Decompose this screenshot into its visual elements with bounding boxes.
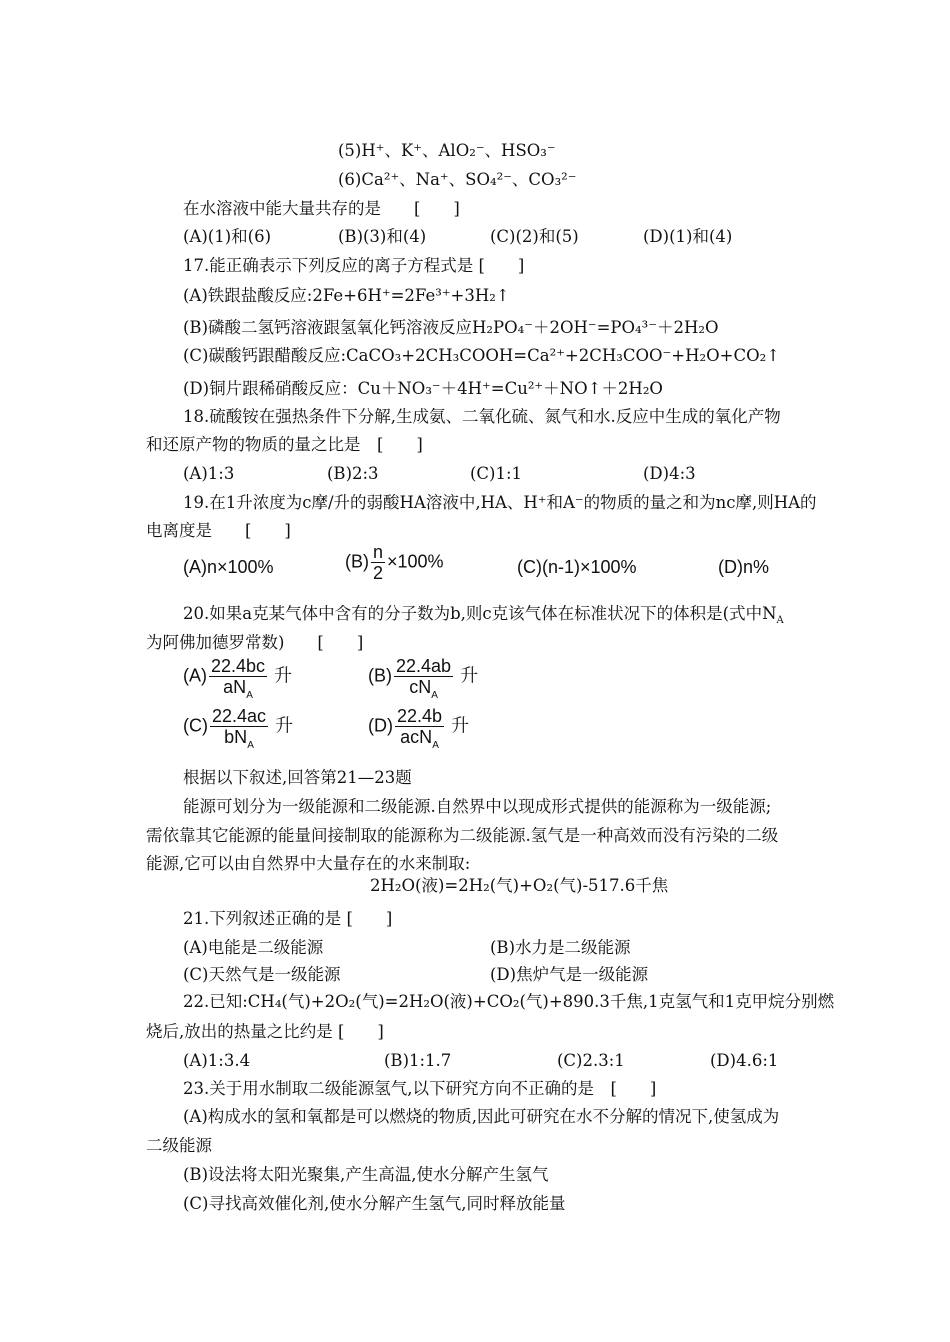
q19-option-a: (A)n×100% bbox=[183, 557, 274, 577]
q20-option-a-unit: 升 bbox=[274, 665, 293, 686]
q23-option-c: (C)寻找高效催化剂,使水分解产生氢气,同时释放能量 bbox=[183, 1194, 566, 1213]
q16-option-b: (B)(3)和(4) bbox=[338, 227, 427, 246]
passage-intro: 根据以下叙述,回答第21—23题 bbox=[183, 768, 412, 787]
passage-equation: 2H₂O(液)=2H₂(气)+O₂(气)-517.6千焦 bbox=[370, 876, 669, 895]
q19-stem-line-2: 电离度是 [ ] bbox=[146, 521, 291, 540]
q19-option-b-suffix: ×100% bbox=[387, 551, 444, 572]
q22-stem-line-2: 烧后,放出的热量之比约是 [ ] bbox=[146, 1022, 384, 1041]
q19-option-b bbox=[345, 542, 444, 583]
q18-option-d: (D)4:3 bbox=[643, 464, 696, 483]
q17-option-d: (D)铜片跟稀硝酸反应：Cu＋NO₃⁻＋4H⁺=Cu²⁺＋NO↑＋2H₂O bbox=[183, 379, 663, 398]
q18-stem-line-1: 18.硫酸铵在强热条件下分解,生成氨、二氧化硫、氮气和水.反应中生成的氧化产物 bbox=[183, 407, 781, 426]
q20-stem-line-1: 20.如果a克某气体中含有的分子数为b,则c克该气体在标准状况下的体积是(式中$N_A$ bbox=[183, 604, 784, 626]
q22-option-a: (A)1:3.4 bbox=[183, 1051, 251, 1070]
q18-stem-line-2: 和还原产物的物质的量之比是 [ ] bbox=[146, 435, 423, 454]
q16-option-d: (D)(1)和(4) bbox=[643, 227, 733, 246]
q23-option-b: (B)设法将太阳光聚集,产生高温,使水分解产生氢气 bbox=[183, 1165, 549, 1184]
q20-option-c-denominator: $bN_A$ bbox=[224, 727, 254, 751]
q23-stem: 23.关于用水制取二级能源氢气,以下研究方向不正确的是 [ ] bbox=[183, 1079, 657, 1098]
q20-option-c-label: (C) bbox=[183, 715, 208, 736]
q20-option-b-unit: 升 bbox=[460, 665, 479, 686]
q18-option-b: (B)2:3 bbox=[327, 464, 379, 483]
q20-option-a-fraction bbox=[209, 656, 267, 701]
passage-line-2: 需依靠其它能源的能量间接制取的能源称为二级能源.氢气是一种高效而没有污染的二级 bbox=[146, 826, 779, 845]
q19-option-b-label: (B) bbox=[345, 551, 369, 572]
q21-stem: 21.下列叙述正确的是 [ ] bbox=[183, 909, 393, 928]
q20-option-a-denominator: $aN_A$ bbox=[223, 677, 253, 701]
q20-option-d-denominator: acN$_A$ bbox=[400, 727, 439, 751]
q16-option-a: (A)(1)和(6) bbox=[183, 227, 272, 246]
q20-option-b bbox=[368, 656, 479, 701]
q21-option-d: (D)焦炉气是一级能源 bbox=[490, 965, 649, 984]
q19-option-b-denominator: 2 bbox=[373, 563, 384, 583]
q16-option-c: (C)(2)和(5) bbox=[490, 227, 579, 246]
q20-option-d-label: (D) bbox=[368, 715, 393, 736]
q19-stem-line-1: 19.在1升浓度为c摩/升的弱酸HA溶液中,HA、H⁺和A⁻的物质的量之和为nc摩,则HA的 bbox=[183, 493, 817, 512]
q16-item-5: (5)H⁺、K⁺、AlO₂⁻、HSO₃⁻ bbox=[338, 141, 556, 160]
passage-line-3: 能源,它可以由自然界中大量存在的水来制取: bbox=[146, 854, 471, 873]
q21-option-b: (B)水力是二级能源 bbox=[490, 938, 631, 957]
q19-option-c: (C)(n-1)×100% bbox=[517, 557, 637, 577]
q16-item-6: (6)Ca²⁺、Na⁺、SO₄²⁻、CO₃²⁻ bbox=[338, 170, 577, 189]
q16-stem: 在水溶液中能大量共存的是 [ ] bbox=[183, 199, 460, 218]
q18-option-a: (A)1:3 bbox=[183, 464, 235, 483]
q20-option-a-label: (A) bbox=[183, 665, 207, 686]
q21-option-a: (A)电能是二级能源 bbox=[183, 938, 324, 957]
q17-option-c: (C)碳酸钙跟醋酸反应:CaCO₃+2CH₃COOH=Ca²⁺+2CH₃COO⁻+H₂O+CO₂↑ bbox=[183, 346, 781, 365]
q20-option-d-fraction bbox=[395, 706, 444, 751]
q23-option-a-line-1: (A)构成水的氢和氧都是可以燃烧的物质,因此可研究在水不分解的情况下,使氢成为 bbox=[183, 1107, 780, 1126]
q22-stem-line-1: 22.已知:CH₄(气)+2O₂(气)=2H₂O(液)+CO₂(气)+890.3千焦,1克氢气和1克甲烷分别燃 bbox=[183, 992, 835, 1011]
q20-option-b-denominator: $cN_A$ bbox=[409, 677, 438, 701]
q20-option-c bbox=[183, 706, 294, 751]
q19-option-d: (D)n% bbox=[718, 557, 770, 577]
q19-option-b-fraction bbox=[371, 542, 385, 583]
q20-option-d-unit: 升 bbox=[451, 715, 470, 736]
q23-option-a-line-2: 二级能源 bbox=[146, 1136, 212, 1155]
q22-option-b: (B)1:1.7 bbox=[384, 1051, 452, 1070]
q17-option-a: (A)铁跟盐酸反应:2Fe+6H⁺=2Fe³⁺+3H₂↑ bbox=[183, 286, 510, 305]
q20-option-c-fraction bbox=[210, 706, 268, 751]
q20-option-b-fraction bbox=[394, 656, 453, 701]
q20-option-c-numerator: 22.4ac bbox=[212, 706, 267, 726]
q20-option-d-numerator: 22.4b bbox=[397, 706, 443, 726]
q20-option-a-numerator: 22.4bc bbox=[211, 656, 266, 676]
passage-line-1: 能源可划分为一级能源和二级能源.自然界中以现成形式提供的能源称为一级能源; bbox=[183, 797, 772, 816]
q22-option-c: (C)2.3:1 bbox=[557, 1051, 625, 1070]
q17-option-b: (B)磷酸二氢钙溶液跟氢氧化钙溶液反应H₂PO₄⁻＋2OH⁻=PO₄³⁻＋2H₂O bbox=[183, 318, 719, 337]
q20-option-a bbox=[183, 656, 293, 701]
q20-option-c-unit: 升 bbox=[275, 715, 294, 736]
q20-option-b-label: (B) bbox=[368, 665, 392, 686]
q19-option-b-numerator: n bbox=[373, 542, 384, 562]
q22-option-d: (D)4.6:1 bbox=[710, 1051, 779, 1070]
q21-option-c: (C)天然气是一级能源 bbox=[183, 965, 341, 984]
q18-option-c: (C)1:1 bbox=[470, 464, 523, 483]
q20-option-d bbox=[368, 706, 470, 751]
q20-option-b-numerator: 22.4ab bbox=[396, 656, 452, 676]
q17-stem: 17.能正确表示下列反应的离子方程式是 [ ] bbox=[183, 256, 525, 275]
q20-stem-line-2: 为阿佛加德罗常数) [ ] bbox=[146, 633, 364, 652]
